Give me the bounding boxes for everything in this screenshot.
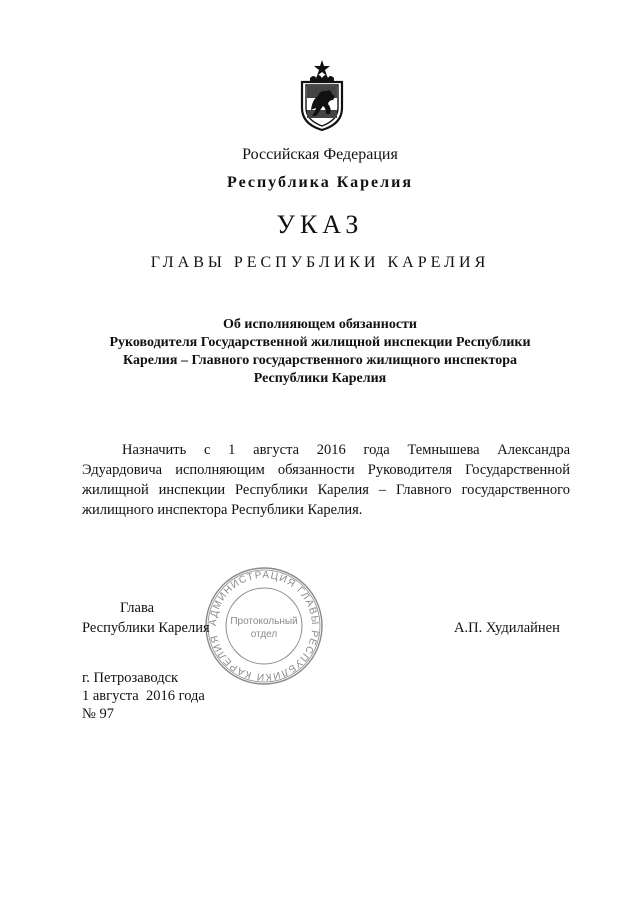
decree-body xyxy=(82,440,570,520)
issuer-title: ГЛАВЫ РЕСПУБЛИКИ КАРЕЛИЯ xyxy=(150,254,490,271)
stamp-inner-line: отдел xyxy=(250,629,278,640)
subject-line: Об исполняющем обязанности xyxy=(223,317,417,332)
stamp-inner-line: Протокольный xyxy=(230,616,298,627)
official-stamp xyxy=(202,564,326,688)
stamp-outer-text: АДМИНИСТРАЦИЯ ГЛАВЫ РЕСПУБЛИКИ КАРЕЛИЯ xyxy=(207,569,321,683)
country-name: Российская Федерация xyxy=(242,146,398,163)
body-line: Назначить с 1 августа 2016 года Темнышева Александра xyxy=(122,442,570,458)
signatory-title-line1: Глава xyxy=(120,600,155,616)
decree-subject xyxy=(0,316,640,388)
signatory-name: А.П. Худилайнен xyxy=(454,620,560,636)
decree-number: № 97 xyxy=(82,706,114,722)
subject-line: Республики Карелия xyxy=(253,371,387,386)
body-line: жилищной инспекции Республики Карелия – Главного государственного xyxy=(82,482,570,498)
body-line: жилищного инспектора Республики Карелия. xyxy=(82,502,363,518)
subject-line: Руководителя Государственной жилищной инспекции Республики xyxy=(109,335,531,350)
signatory-title-line2: Республики Карелия xyxy=(82,620,210,636)
issue-date: 1 августа 2016 года xyxy=(82,688,205,704)
document-type: УКАЗ xyxy=(276,210,364,239)
subject-line: Карелия – Главного государственного жилищного инспектора xyxy=(122,353,518,368)
coat-of-arms-emblem xyxy=(296,58,348,132)
issue-place: г. Петрозаводск xyxy=(82,670,179,686)
body-line: Эдуардовича исполняющим обязанности Руководителя Государственной xyxy=(82,462,570,478)
republic-name: Республика Карелия xyxy=(227,174,413,191)
